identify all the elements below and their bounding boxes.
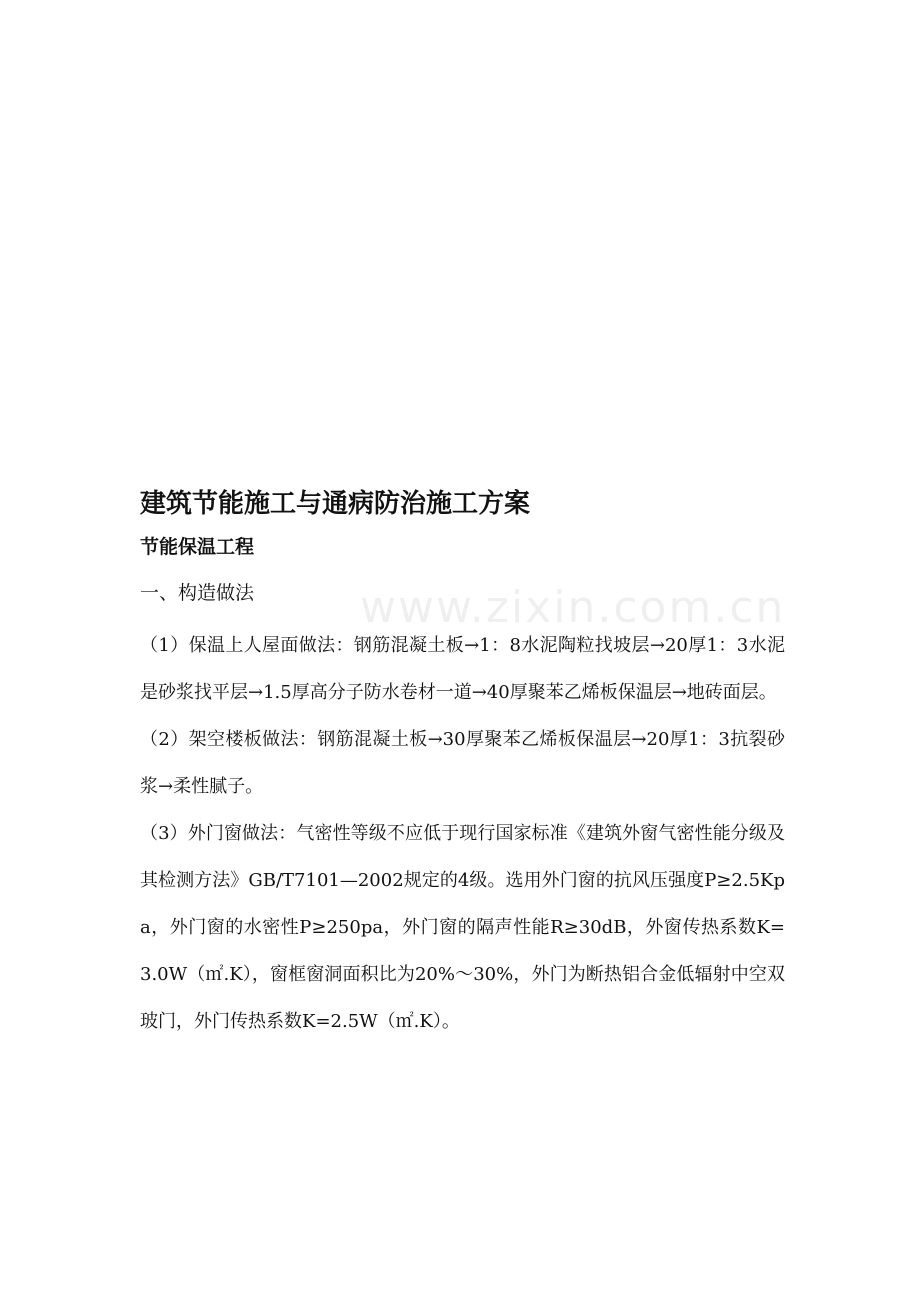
paragraph-roof: （1）保温上人屋面做法：钢筋混凝土板→1：8水泥陶粒找坡层→20厚1：3水泥是砂浆找平层→1.5厚高分子防水卷材一道→40厚聚苯乙烯板保温层→地砖面层。 xyxy=(140,635,785,703)
paragraph-floor: （2）架空楼板做法：钢筋混凝土板→30厚聚苯乙烯板保温层→20厚1：3抗裂砂浆→柔性腻子。 xyxy=(140,729,785,797)
section-heading: 节能保温工程 xyxy=(140,536,255,558)
document-body xyxy=(140,484,785,1045)
subsection-heading: 一、构造做法 xyxy=(140,582,255,604)
document-title: 建筑节能施工与通病防治施工方案 xyxy=(140,489,531,519)
watermark: www.zixin.com.cn xyxy=(360,582,786,633)
paragraph-windows-doors: （3）外门窗做法：气密性等级不应低于现行国家标准《建筑外窗气密性能分级及其检测方法》GB/T7101—2002规定的4级。选用外门窗的抗风压强度P≥2.5Kpa，外门窗的水密性P≥250pa，外门窗的隔声性能R≥30dB，外窗传热系数K=3.0W（㎡.K），窗框窗洞面积比为20%～30%，外门为断热铝合金低辐射中空双玻门，外门传热系数K=2.5W（㎡.K）。 xyxy=(140,823,785,1032)
